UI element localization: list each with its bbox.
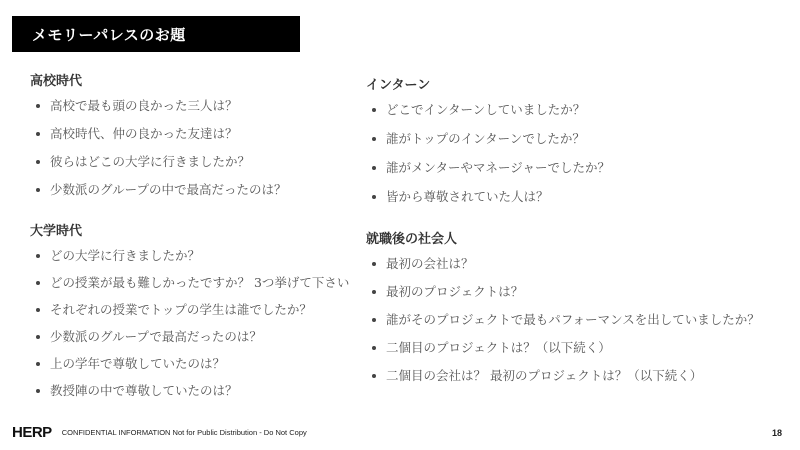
section-career	[366, 230, 760, 394]
list-item: 皆から尊敬されていた人は？	[366, 187, 610, 207]
list-item: 教授陣の中で尊敬していたのは？	[30, 381, 380, 401]
list-item: 誰がメンターやマネージャーでしたか？	[366, 158, 610, 178]
list-item: 二個目の会社は？ 最初のプロジェクトは？（以下続く）	[366, 366, 760, 386]
list-item: どの授業が最も難しかったですか？ 3つ挙げて下さい	[30, 273, 380, 293]
confidential-notice: CONFIDENTIAL INFORMATION Not for Public Distribution - Do Not Copy	[61, 428, 307, 437]
section-university	[30, 222, 380, 408]
section-heading-university: 大学時代	[30, 224, 83, 239]
section-intern	[366, 76, 610, 216]
list-item: 最初の会社は？	[366, 254, 760, 274]
section-heading-highschool: 高校時代	[30, 74, 83, 89]
list-intern	[366, 100, 610, 207]
list-item: それぞれの授業でトップの学生は誰でしたか？	[30, 300, 380, 320]
section-heading-career: 就職後の社会人	[366, 232, 458, 247]
section-highschool	[30, 72, 287, 208]
list-item: 誰がそのプロジェクトで最もパフォーマンスを出していましたか？	[366, 310, 760, 330]
herp-logo: HERP	[12, 424, 52, 441]
slide-title-bar	[12, 16, 300, 52]
list-item: 高校で最も頭の良かった三人は？	[30, 96, 287, 116]
list-item: 少数派のグループの中で最高だったのは？	[30, 180, 287, 200]
slide-title: メモリーパレスのお題	[32, 25, 186, 44]
footer	[12, 424, 307, 441]
list-item: 誰がトップのインターンでしたか？	[366, 129, 610, 149]
section-heading-intern: インターン	[366, 78, 431, 93]
list-item: 上の学年で尊敬していたのは？	[30, 354, 380, 374]
list-career	[366, 254, 760, 386]
page-number: 18	[771, 428, 782, 438]
list-item: 最初のプロジェクトは？	[366, 282, 760, 302]
list-item: 二個目のプロジェクトは？（以下続く）	[366, 338, 760, 358]
list-item: どこでインターンしていましたか？	[366, 100, 610, 120]
list-item: どの大学に行きましたか？	[30, 246, 380, 266]
list-item: 高校時代、仲の良かった友達は？	[30, 124, 287, 144]
list-item: 彼らはどこの大学に行きましたか？	[30, 152, 287, 172]
list-university	[30, 246, 380, 401]
list-item: 少数派のグループで最高だったのは？	[30, 327, 380, 347]
list-highschool	[30, 96, 287, 200]
